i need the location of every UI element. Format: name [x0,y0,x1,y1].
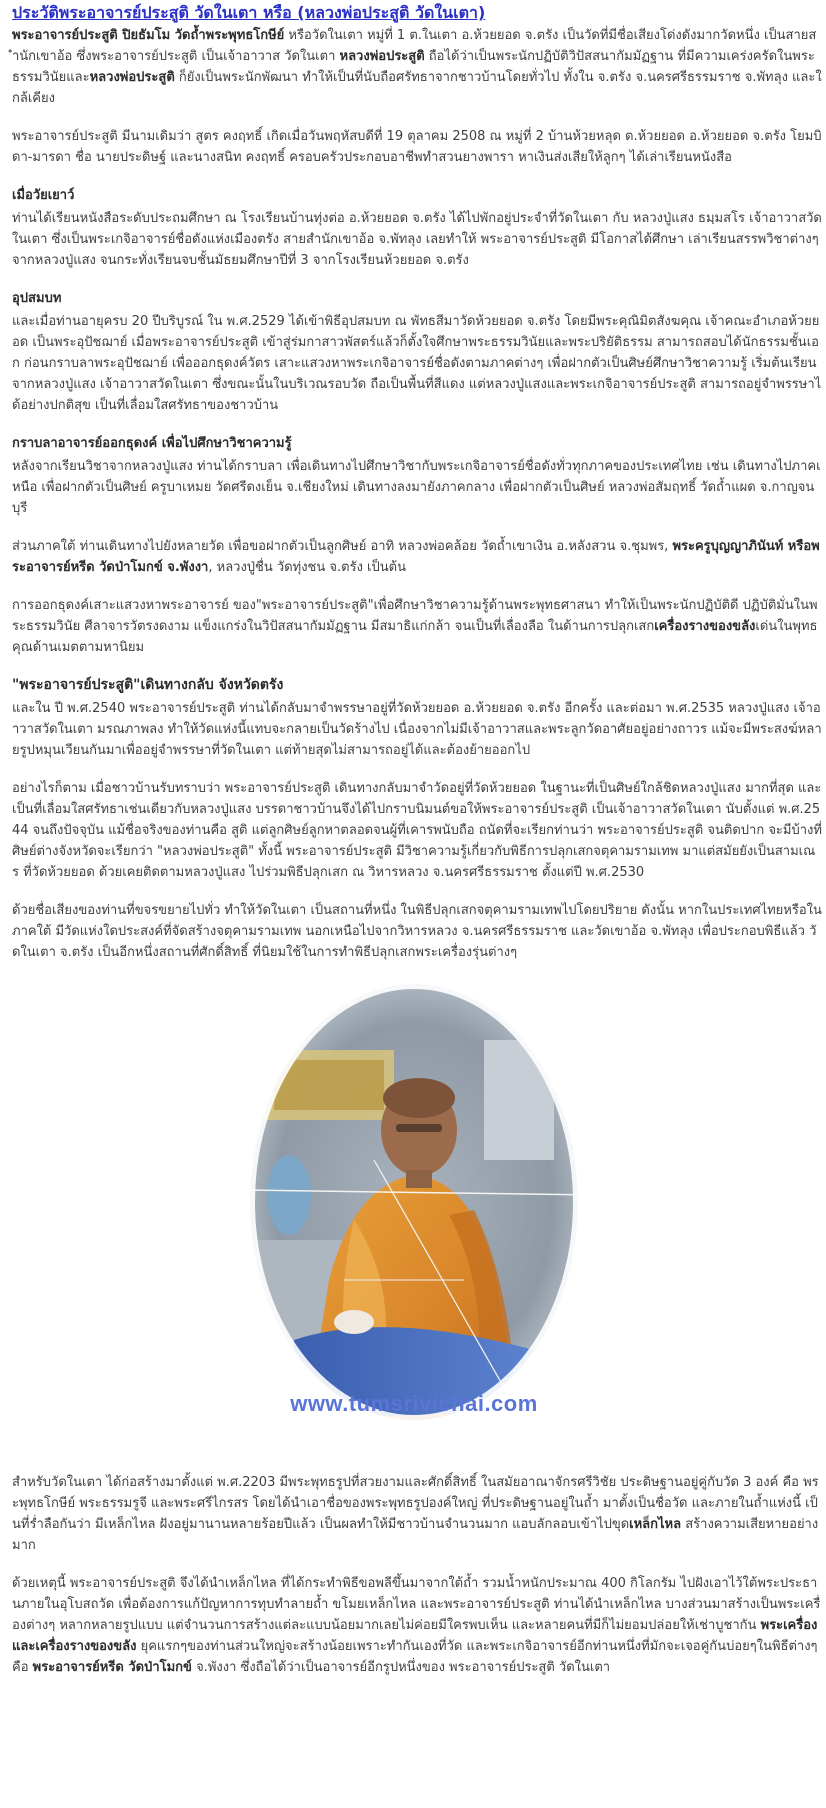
pursuit-text-1: การออกธุดงค์เสาะแสวงหาพระอาจารย์ ของ"พระอาจารย์ประสูติ"เพื่อศึกษาวิชาความรู้ด้านพระพุทธศาสนา ทำให้เป็นพระนักปฏิบัติดี ปฏิบัติมั่นในพระธรรมวินัย ศีลาจารวัตรงดงาม แข็งแกร่งในวิปัสสนากัมมัฏฐาน มีสมาธิแก่กล้า จนเป็นที่เลื่องลือ ในด้านการปลุกเสก [12,598,818,634]
south-text-2: , หลวงปู่ชื่น วัดทุ่งชน จ.ตรัง เป็นต้น [208,560,406,575]
intro-bold-luangpho-2: หลวงพ่อประสูติ [89,70,175,85]
ordination-text: และเมื่อท่านอายุครบ 20 ปีบริบูรณ์ ใน พ.ศ.2529 ได้เข้าพิธีอุปสมบท ณ พัทธสีมาวัดห้วยยอด จ.ตรัง โดยมีพระคุณิมิตสังฆคุณ เจ้าคณะอำเภอห้วยยอด เป็นพระอุปัชฌาย์ เมื่อพระอาจารย์ประสูติ เข้าสู่ร่มกาสาวพัสตร์แล้วก็ตั้งใจศึกษาพระธรรมวินัยและพระปริยัติธรรม สามารถสอบได้นักธรรมชั้นเอก ก่อนกราบลาพระอุปัชฌาย์ เพื่อออกธุดงค์วัตร เสาะแสวงหาพระเกจิอาจารย์ชื่อดังตามภาคต่างๆ เพื่อฝากตัวเป็นศิษย์ศึกษาวิชาความรู้ เริ่มต้นเรียนจากหลวงปู่แสง เจ้าอาวาสวัดในเตา ซึ่งขณะนั้นในบริเวณรอบวัด ถือเป็นพื้นที่สีแดง แต่หลวงปู่แสงและพระเกจิอาจารย์ประสูติ สามารถอยู่จำพรรษาได้อย่างปกติสุข เป็นที่เลื่อมใสศรัทธาของชาวบ้าน [12,314,822,413]
south-text-1: ส่วนภาคใต้ ท่านเดินทางไปยังหลายวัด เพื่อขอฝากตัวเป็นลูกศิษย์ อาทิ หลวงพ่อคล้อย วัดถ้ำเขาเงิน อ.หลังสวน จ.ชุมพร, [12,539,673,554]
photo-container [0,980,826,1442]
intro-bold-luangpho-1: หลวงพ่อประสูติ [339,49,425,64]
temple-bold-meteorite: เหล็กไหล [629,1517,682,1532]
monk-photo-illustration [234,980,594,1442]
intro-paragraph [12,25,822,109]
article-title[interactable]: ประวัติพระอาจารย์ประสูติ วัดในเตา หรือ (หลวงพ่อประสูติ วัดในเตา) [12,3,486,22]
return-section [12,675,822,761]
intro-text-2: ถือได้ว่าเป็นพระนักปฏิบัติวิปัสสนากัมมัฏฐาน ที่มีความเคร่งครัดในพระธรรมวินัยและ [12,49,815,85]
pilgrimage-section [12,433,822,519]
youth-heading: เมื่อวัยเยาว์ [12,188,75,203]
article [0,2,826,1678]
meteorite-text-2: ยุคแรกๆของท่านส่วนใหญ่จะสร้างน้อยเพราะทำกันเองที่วัด และพระเกจิอาจารย์อีกท่านหนึ่งที่มักจะเจอคู่กันบ่อยๆในพิธีต่างๆ คือ [12,1639,818,1675]
ordination-heading: อุปสมบท [12,291,62,306]
photo-watermark: www.tumsrivichai.com [290,1391,538,1416]
south-paragraph [12,536,822,578]
pilgrimage-text: หลังจากเรียนวิชาจากหลวงปู่แสง ท่านได้กราบลา เพื่อเดินทางไปศึกษาวิชากับพระเกจิอาจารย์ชื่อดังทั่วทุกภาคของประเทศไทย เช่น เดินทางไปภาคเหนือ เพื่อฝากตัวเป็นศิษย์ ครูบาเหมย วัดศรีดงเย็น จ.เชียงใหม่ เดินทางลงมายังภาคกลาง เพื่อฝากตัวเป็นศิษย์ หลวงพ่อสัมฤทธิ์ วัดถ้ำแผด จ.กาญจนบุรี [12,459,821,516]
intro-bold-name: พระอาจารย์ประสูติ ปิยธัมโม วัดถ้ำพระพุทธโกษีย์ [12,28,285,43]
meteorite-paragraph [12,1573,822,1678]
meteorite-bold-teacher: พระอาจารย์หรีด วัดป่าโมกข์ [32,1660,192,1675]
pilgrimage-heading: กราบลาอาจารย์ออกธุดงค์ เพื่อไปศึกษาวิชาความรู้ [12,436,292,451]
return-heading-rest: เดินทางกลับ จังหวัดตรัง [140,677,284,693]
bio-paragraph: พระอาจารย์ประสูติ มีนามเดิมว่า สูตร คงฤทธิ์ เกิดเมื่อวันพฤหัสบดีที่ 19 ตุลาคม 2508 ณ หมู่ที่ 2 บ้านห้วยหลุด ต.ห้วยยอด อ.ห้วยยอด จ.ตรัง โยมบิดา-มารดา ชื่อ นายประดิษฐ์ และนางสนิท คงฤทธิ์ ครอบครัวประกอบอาชีพทำสวนยางพารา หาเงินส่งเสียให้ลูกๆ ได้เล่าเรียนหนังสือ [12,129,822,165]
reputation-paragraph: ด้วยชื่อเสียงของท่านที่ขจรขยายไปทั่ว ทำให้วัดในเตา เป็นสถานที่หนึ่ง ในพิธีปลุกเสกจตุคามรามเทพไปโดยปริยาย ดังนั้น หากในประเทศไทยหรือในภาคใต้ มีวัดแห่งใดประสงค์ที่จัดสร้างจตุคามรามเทพ นอกเหนือไปจากวิหารหลวง จ.นครศรีธรรมราช และวัดเขาอ้อ จ.พัทลุง เพื่อประกอบพิธีแล้ว วัดในเตา จ.ตรัง เป็นอีกหนึ่งสถานที่ศักดิ์สิทธิ์ ที่นิยมใช้ในการทำพิธีปลุกเสกพระเครื่องรุ่นต่างๆ [12,903,822,960]
return-text: และใน ปี พ.ศ.2540 พระอาจารย์ประสูติ ท่านได้กลับมาจำพรรษาอยู่ที่วัดห้วยยอด อ.ห้วยยอด จ.ตรัง อีกครั้ง และต่อมา พ.ศ.2535 หลวงปู่แสง เจ้าอาวาสวัดในเตา มรณภาพลง ทำให้วัดแห่งนี้แทบจะกลายเป็นวัดร้างไป เนื่องจากไม่มีเจ้าอาวาสและพระลูกวัดอาศัยอยู่อย่างถาวร แม้จะมีพระสงฆ์หลายรูปหมุนเวียนกันมาเพื่ออยู่จำพรรษาที่วัดในเตา แต่ท้ายสุดไม่สามารถอยู่ได้และต้องย้ายออกไป [12,701,822,758]
intro-text-3: ก็ยังเป็นพระนักพัฒนา ทำให้เป็นที่นับถือศรัทธาจากชาวบ้านโดยทั่วไป ทั้งใน จ.ตรัง จ.นครศรีธรรมราช จ.พัทลุง และใกล้เคียง [12,70,822,106]
youth-section [12,185,822,271]
ordination-section [12,288,822,416]
temple-paragraph [12,1472,822,1556]
return-heading [12,675,822,696]
return-heading-quote: "พระอาจารย์ประสูติ" [12,677,141,693]
pursuit-bold-amulets: เครื่องรางของขลัง [654,619,756,634]
intro-text-1: หรือวัดในเตา หมู่ที่ 1 ต.ในเตา อ.ห้วยยอด จ.ตรัง เป็นวัดที่มีชื่อเสียงโด่งดังมากวัดหนึ่ง เป็นสายสำนักเขาอ้อ ซึ่งพระอาจารย์ประสูติ เป็นเจ้าอาวาส วัดในเตา [12,28,817,64]
monk-photo [234,980,594,1442]
temple-text-1: สำหรับวัดในเตา ได้ก่อสร้างมาตั้งแต่ พ.ศ.2203 มีพระพุทธรูปที่สวยงามและศักดิ์สิทธิ์ ในสมัยอาณาจักรศรีวิชัย ประดิษฐานอยู่คู่กับวัด 3 องค์ คือ พระพุทธโกษีย์ พระธรรมรูจี และพระศรีไกรสร โดยได้นำเอาชื่อของพระพุทธรูปองค์ใหญ่ ที่ประดิษฐานอยู่ในถ้ำ มาตั้งเป็นชื่อวัด และภายในถ้ำแห่งนี้ เป็นที่ร่ำลือกันว่า มีเหล็กไหล ฝังอยู่มานานหลายร้อยปีแล้ว เป็นผลทำให้มีชาวบ้านจำนวนมาก แอบลักลอบเข้าไปขุด [12,1475,819,1532]
meteorite-bold-amulets: พระเครื่องและเครื่องรางของขลัง [12,1618,818,1654]
pursuit-text-2: เด่นในพุทธคุณด้านเมตตามหานิยม [12,619,818,655]
meteorite-text-1: ด้วยเหตุนี้ พระอาจารย์ประสูติ จึงได้นำเหล็กไหล ที่ได้กระทำพิธีขอพลีขึ้นมาจากใต้ถ้ำ รวมน้ำหนักประมาณ 400 กิโลกรัม ไปฝังเอาไว้ใต้พระประธานภายในอุโบสถวัด เพื่อต้องการแก้ปัญหาการทุบทำลายถ้ำ ขโมยเหล็กไหล และพระอาจารย์ประสูติ ท่านได้นำเหล็กไหล บางส่วนมาสร้างเป็นพระเครื่องต่างๆ หลากหลายรูปแบบ แต่จำนวนการสร้างแต่ละแบบน้อยมากเลยไม่ค่อยมีใครพบเห็น และหลายคนที่มีก็ไม่ยอมปล่อยให้เช่าบูชากัน [12,1576,821,1633]
temple-text-2: สร้างความเสียหายอย่างมาก [12,1517,819,1553]
pursuit-paragraph [12,595,822,658]
meteorite-text-3: จ.พังงา ซึ่งถือได้ว่าเป็นอาจารย์อีกรูปหนึ่งของ พระอาจารย์ประสูติ วัดในเตา [191,1660,611,1675]
youth-text: ท่านได้เรียนหนังสือระดับประถมศึกษา ณ โรงเรียนบ้านทุ่งต่อ อ.ห้วยยอด จ.ตรัง ได้ไปพักอยู่ประจำที่วัดในเตา กับ หลวงปู่แสง ธมฺมสโร เจ้าอาวาสวัดในเตา ซึ่งเป็นพระเกจิอาจารย์ชื่อดังแห่งเมืองตรัง สายสำนักเขาอ้อ จ.พัทลุง เลยทำให้ พระอาจารย์ประสูติ มีโอกาสได้ศึกษา เล่าเรียนสรรพวิชาต่างๆจากหลวงปู่แสง จนกระทั่งเรียนจบชั้นมัธยมศึกษาปีที่ 3 จากโรงเรียนห้วยยอด จ.ตรัง [12,211,822,268]
abbot-paragraph: อย่างไรก็ตาม เมื่อชาวบ้านรับทราบว่า พระอาจารย์ประสูติ เดินทางกลับมาจำวัดอยู่ที่วัดห้วยยอด ในฐานะที่เป็นศิษย์ใกล้ชิดหลวงปู่แสง มากที่สุด และเป็นที่เลื่อมใสศรัทธาเช่นเดียวกับหลวงปู่แสง บรรดาชาวบ้านจึงได้ไปกราบนิมนต์ขอให้พระอาจารย์ประสูติ เป็นเจ้าอาวาสวัดในเตา นับตั้งแต่ พ.ศ.2544 จนถึงปัจจุบัน แม้ชื่อจริงของท่านคือ สูติ แต่ลูกศิษย์ลูกหาตลอดจนผู้ที่เคารพนับถือ ถนัดที่จะเรียกท่านว่า พระอาจารย์ประสูติ จนติดปาก จะมีบ้างที่ศิษย์ต่างจังหวัดจะเรียกว่า "หลวงพ่อประสูติ" ทั้งนี้ พระอาจารย์ประสูติ มีวิชาความรู้เกี่ยวกับพิธีการปลุกเสกจตุคามรามเทพ มาแต่สมัยยังเป็นสามเณร ที่วัดห้วยยอด ด้วยเคยติดตามหลวงปู่แสง ไปร่วมพิธีปลุกเสก ณ วิหารหลวง จ.นครศรีธรรมราช ตั้งแต่ปี พ.ศ.2530 [12,781,822,880]
photo-oval [234,980,594,1442]
south-bold-teacher: พระครูบุญญาภินันท์ หรือพระอาจารย์หรีด วัดป่าโมกข์ จ.พังงา [12,539,820,575]
